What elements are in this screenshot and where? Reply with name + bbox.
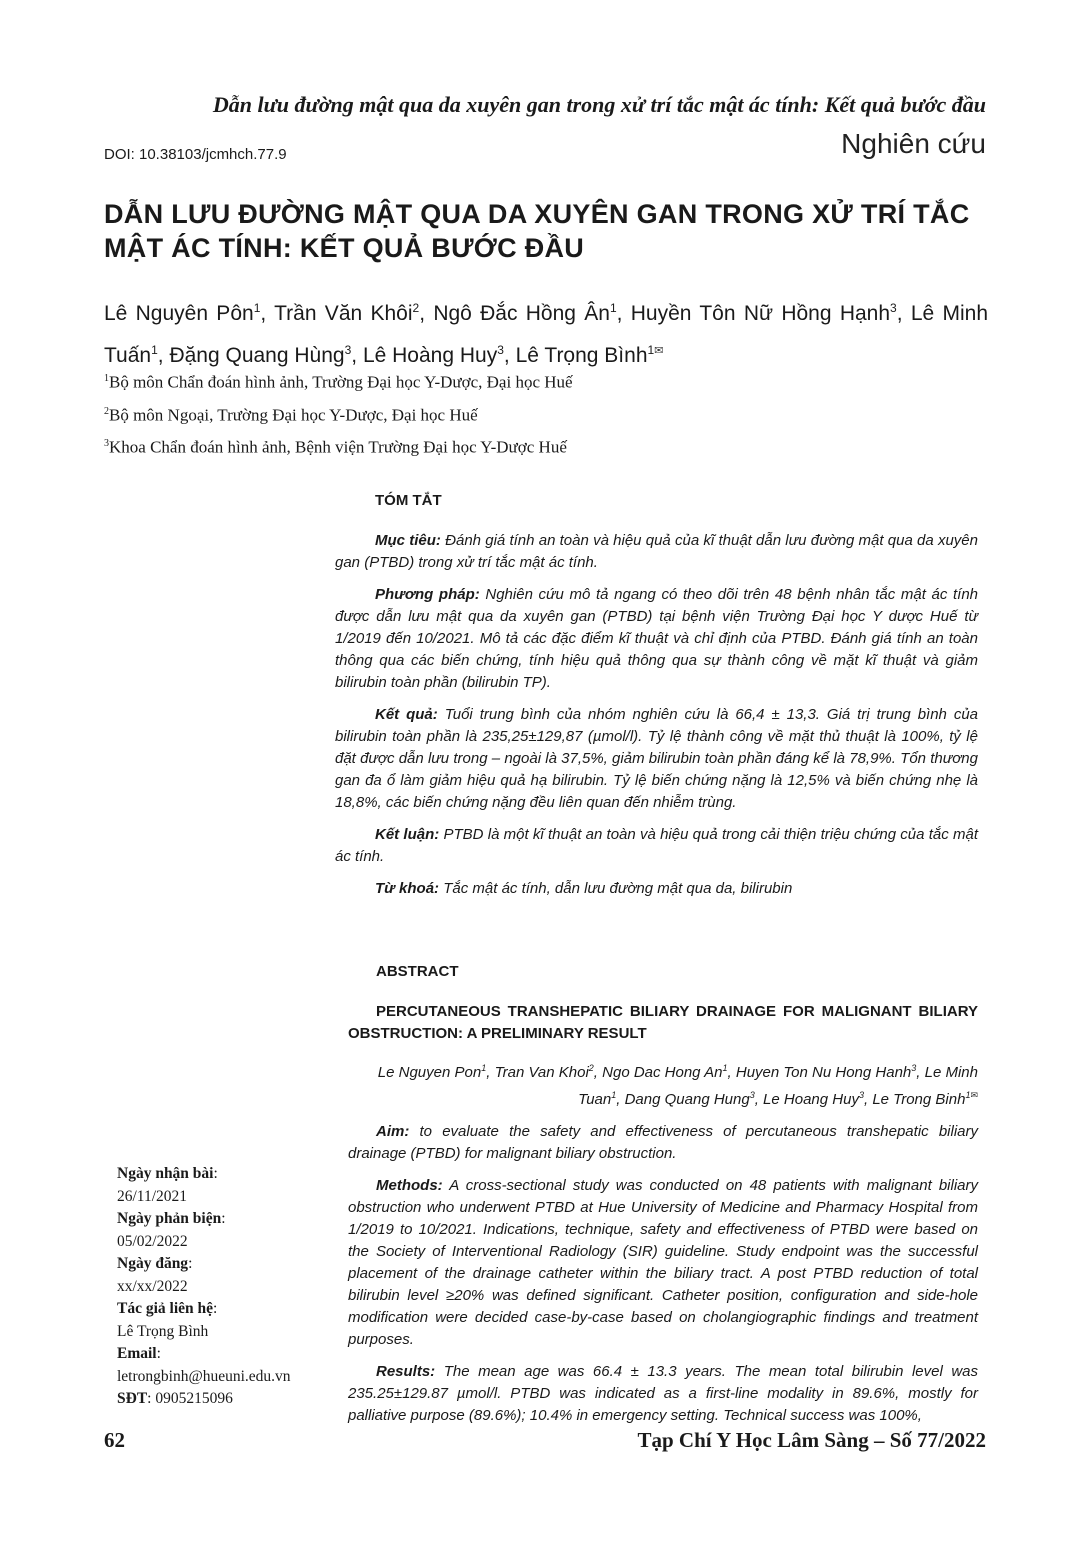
section-label: Nghiên cứu [841, 128, 986, 159]
reviewed-label: Ngày phản biện [117, 1210, 222, 1227]
title-line-2: MẬT ÁC TÍNH: KẾT QUẢ BƯỚC ĐẦU [104, 233, 585, 263]
published-label: Ngày đăng [117, 1255, 189, 1272]
affiliation-list [104, 364, 573, 462]
abstract-methods: Phương pháp: Nghiên cứu mô tả ngang có theo dõi trên 48 bệnh nhân tắc mật ác tính được dẫn lưu mật qua da xuyên gan (PTBD) tại bệnh viện Trường Đại học Y dược Huế từ 1/2019 đến 10/2021. Mô tả các đặc điểm kĩ thuật và chỉ định của PTBD. Đánh giá tính an toàn thông qua các biến chứng, tính hiệu quả thông qua sự thành công về mặt kĩ thuật và giảm bilirubin toàn phần (bilirubin TP). [335, 586, 979, 691]
abstract-keywords: Từ khoá: Tắc mật ác tính, dẫn lưu đường mật qua da, bilirubin [375, 880, 793, 897]
email-link[interactable]: letrongbinh@hueuni.edu.vn [117, 1367, 291, 1385]
corresponding-author: Lê Trọng Bình [117, 1322, 209, 1340]
affiliation-item: $^3$Khoa Chẩn đoán hình ảnh, Bệnh viện Trường Đại học Y-Dược Huế [104, 437, 567, 457]
abstract-english [348, 961, 978, 1437]
abstract-aim: Aim: to evaluate the safety and effectiveness of percutaneous transhepatic biliary drainage (PTBD) for malignant biliary obstruction. [348, 1123, 978, 1162]
abstract-conclusion: Kết luận: PTBD là một kĩ thuật an toàn và hiệu quả trong cải thiện triệu chứng của tắc mật ác tính. [335, 826, 978, 865]
abstract-results: Kết quả: Tuổi trung bình của nhóm nghiên cứu là 66,4 ± 13,3. Giá trị trung bình của bilirubin toàn phần là 235,25±129,87 (µmol/l). Tỷ lệ thành công về mặt thủ thuật là 100%, tỷ lệ đặt được dẫn lưu trong – ngoài là 37,5%, giảm bilirubin toàn phần đáng kể là 78,9%. Tổn thương gan đa ổ làm giảm hiệu quả hạ bilirubin. Tỷ lệ biến chứng nặng là 12,5% và biến chứng nhẹ là 18,8%, các biến chứng nặng đều liên quan đến nhiễm trùng. [335, 706, 979, 811]
author: Lê Hoàng Huy [362, 344, 498, 367]
journal-name: Tạp Chí Y Học Lâm Sàng – Số 77/2022 [637, 1428, 986, 1452]
doi[interactable]: DOI: 10.38103/jcmhch.77.9 [104, 146, 287, 163]
title-line-1: DẪN LƯU ĐƯỜNG MẬT QUA DA XUYÊN GAN TRONG XỬ TRÍ TẮC [104, 199, 970, 229]
running-title: Dẫn lưu đường mật qua da xuyên gan trong xử trí tắc mật ác tính: Kết quả bước đầu [212, 92, 986, 117]
article-info-sidebar: Ngày nhận bài: 26/11/2021 Ngày phản biện: 05/02/2022 Ngày đăng: xx/xx/2022 Tác giả liên hệ: Lê Trọng Bình Email: letrongbinh@hueuni.edu.vn SĐT: 0905215096 [117, 1163, 337, 1411]
corresponding-label: Tác giả liên hệ [117, 1300, 214, 1317]
author: Lê Nguyên Pôn [104, 302, 254, 325]
abstract-objective: Mục tiêu: Đánh giá tính an toàn và hiệu quả của kĩ thuật dẫn lưu đường mật qua da xuyên gan (PTBD) trong xử trí tắc mật ác tính. [335, 532, 978, 571]
abstract-heading: TÓM TẮT [375, 492, 442, 509]
reviewed-date: 05/02/2022 [117, 1232, 188, 1250]
author-list: Lê Nguyên Pôn$^1$, Trần Văn Khôi$^2$, Ngô Đắc Hồng $Ân^1$, Huyền Tôn Nữ Hồng Hạnh$^3$, Lê Minh Tuấn$^1$, Đặng Quang Hùng$^3$, Lê Hoàng Huy$^3$, Lê Trọng Bình$^1$✉ [104, 301, 989, 367]
english-author-list: Le Nguyen Pon$^1$, Tran Van Khoi$^2$, Ngo Dac Hong An$^1$, Huyen Ton Nu Hong Hanh$^3$, Le Minh Tuan$^1$, Dang Quang Hung$^3$, Le Hoang Huy$^3$, Le Trong Binh$^1$✉ [377, 1063, 978, 1108]
author: Lê Trọng Bình [515, 344, 648, 367]
author: Trần Văn Khôi [274, 302, 413, 325]
affiliation-item: $^2$Bộ môn Ngoại, Trường Đại học Y-Dược, Đại học Huế [104, 405, 478, 425]
envelope-icon[interactable]: ✉ [654, 345, 664, 357]
author: Ngô Đắc Hồng Ân [433, 302, 610, 325]
received-date: 26/11/2021 [117, 1187, 188, 1205]
affiliation-item: $^1$Bộ môn Chẩn đoán hình ảnh, Trường Đại học Y-Dược, Đại học Huế [104, 372, 573, 392]
received-label: Ngày nhận bài [117, 1165, 214, 1182]
abstract-methods: Methods: A cross-sectional study was conducted on 48 patients with malignant biliary obstruction who underwent PTBD at Hue University of Medicine and Pharmacy Hospital from 1/2019 to 10/2021. Indications, technique, safety and effectiveness of PTBD were based on the Society of Interventional Radiology (SIR) guideline. Study endpoint was the successful placement of the drainage catheter within the biliary tract. A post PTBD reduction of total bilirubin level ≥20% was defined significant. Catheter position, configuration and side-hole modification were decided case-by-case based on cholangiographic findings and treatment purposes. [348, 1177, 978, 1348]
page-number: 62 [104, 1428, 125, 1452]
author: Lê Minh Tuấn [104, 302, 989, 367]
envelope-icon[interactable]: ✉ [970, 1090, 978, 1100]
abstract-vietnamese [335, 490, 978, 910]
email-label: Email [117, 1345, 157, 1362]
article-title [104, 197, 994, 265]
english-title: PERCUTANEOUS TRANSHEPATIC BILIARY DRAINAGE FOR MALIGNANT BILIARY OBSTRUCTION: A PRELIMINARY RESULT [348, 1003, 978, 1042]
abstract-results: Results: The mean age was 66.4 ± 13.3 years. The mean total bilirubin level was 235.25±129.87 µmol/l. PTBD was indicated as a first-line modality in 89.6%, mostly for palliative purpose (89.6%); 10.4% in emergency setting. Technical success was 100%, [348, 1363, 979, 1424]
author: Đặng Quang Hùng [169, 344, 345, 367]
author: Huyền Tôn Nữ Hồng Hạnh [630, 302, 891, 325]
phone-number: 0905215096 [155, 1390, 233, 1407]
published-date: xx/xx/2022 [117, 1277, 188, 1295]
phone-label: SĐT [117, 1390, 148, 1407]
abstract-heading: ABSTRACT [376, 963, 459, 980]
